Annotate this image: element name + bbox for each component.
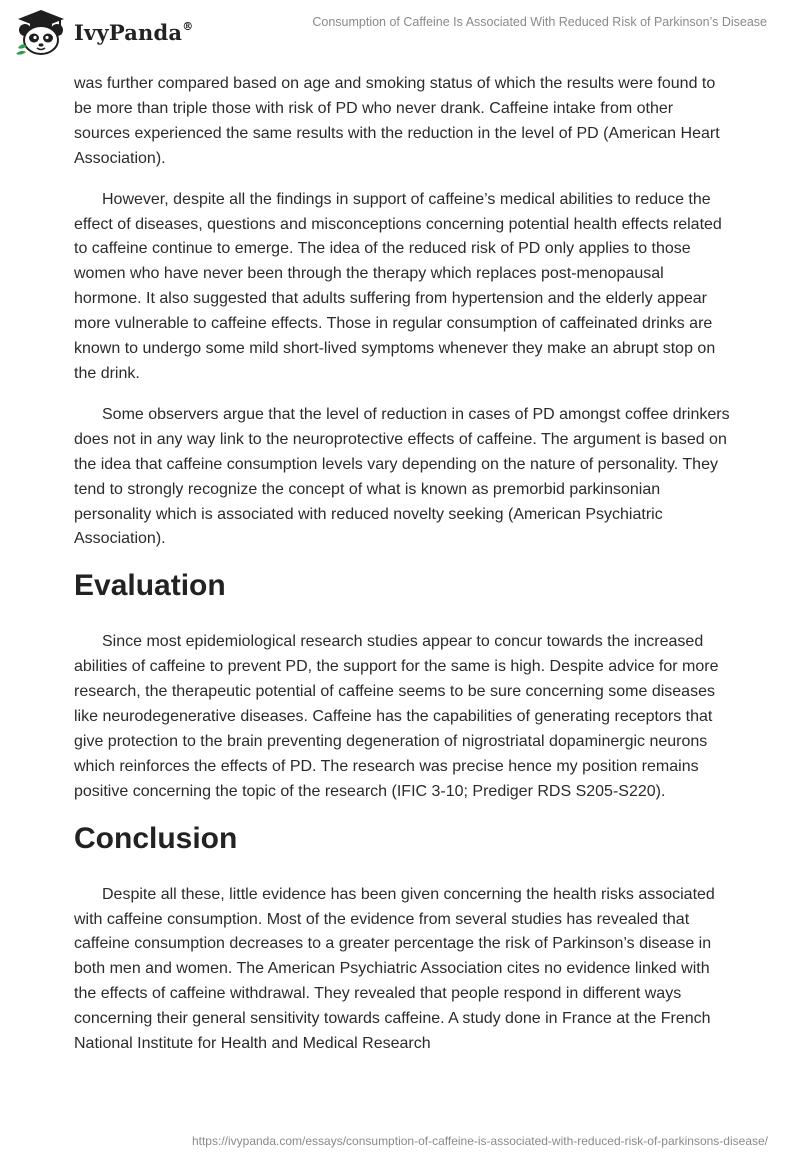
source-url[interactable]: https://ivypanda.com/essays/consumption-of-caffeine-is-associated-with-reduced-risk-of-parkinsons-disease/ <box>191 1134 768 1148</box>
essay-body <box>74 72 730 1073</box>
logo-wordmark <box>74 20 193 45</box>
heading-evaluation: Evaluation <box>74 569 226 603</box>
panda-graduate-icon <box>14 8 68 56</box>
paragraph-3: Some observers argue that the level of reduction in cases of PD amongst coffee drinkers does not in any way link to the neuroprotective effects of caffeine. The argument is based on the idea that caffeine consumption levels vary depending on the nature of personality. They tend to strongly recognize the concept of what is known as premorbid parkinsonian personality which is associated with reduced novelty seeking (American Psychiatric Association). <box>74 405 730 548</box>
paragraph-1: was further compared based on age and smoking status of which the results were found to be more than triple those with risk of PD who never drank. Caffeine intake from other sources experienced the same results with the reduction in the level of PD (American Heart Association). <box>74 75 720 167</box>
paragraph-2: However, despite all the findings in support of caffeine’s medical abilities to reduce the effect of diseases, questions and misconceptions concerning potential health effects related to caffeine continue to emerge. The idea of the reduced risk of PD only applies to those women who have never been through the therapy which replaces post-menopausal hormone. It also suggested that adults suffering from hypertension and the elderly appear more vulnerable to caffeine effects. Those in regular consumption of caffeinated drinks are known to undergo some mild short-lived symptoms whenever they make an abrupt stop on the drink. <box>74 190 722 382</box>
paragraph-4: Since most epidemiological research studies appear to concur towards the increased abilities of caffeine to prevent PD, the support for the same is high. Despite advice for more research, the therapeutic potential of caffeine seems to be sure concerning some diseases like neurodegenerative diseases. Caffeine has the capabilities of generating receptors that give protection to the brain preventing degeneration of nigrostriatal dopaminergic neurons which reinforces the effects of PD. The research was precise hence my position remains positive concerning the topic of the research (IFIC 3-10; Prediger RDS S205-S220). <box>74 633 719 800</box>
paragraph-5: Despite all these, little evidence has been given concerning the health risks associated with caffeine consumption. Most of the evidence from several studies has revealed that caffeine consumption decreases to a greater percentage the risk of Parkinson’s disease in both men and women. The American Psychiatric Association cites no evidence linked with the effects of caffeine withdrawal. They revealed that people respond in different ways concerning their general sensitivity towards caffeine. A study done in France at the French National Institute for Health and Medical Research <box>74 885 715 1053</box>
document-title: Consumption of Caffeine Is Associated With Reduced Risk of Parkinson’s Disease <box>312 15 767 29</box>
logo-text: IvyPanda <box>74 19 183 45</box>
heading-conclusion: Conclusion <box>74 821 238 855</box>
ivypanda-logo[interactable] <box>14 8 193 56</box>
page-header <box>0 0 800 70</box>
registered-mark: ® <box>182 19 194 33</box>
